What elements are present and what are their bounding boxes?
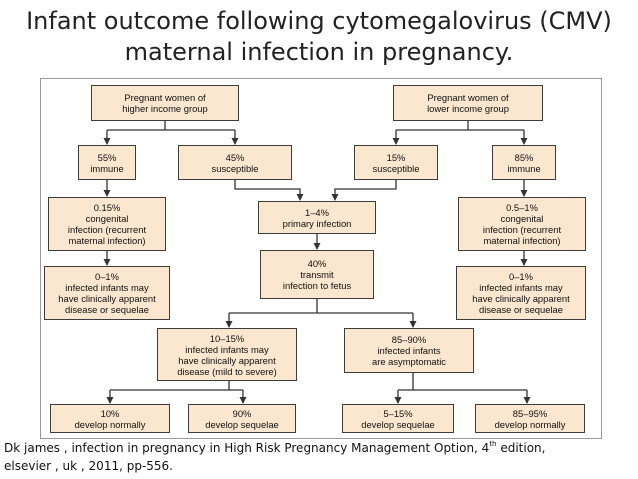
box-primary-infection: 1–4% primary infection bbox=[258, 201, 376, 234]
arrow-high-susceptible-to-primary bbox=[235, 180, 300, 200]
box-high-clinically-apparent: 0–1% infected infants may have clinically apparent disease or sequelae bbox=[44, 266, 170, 320]
box-develop-normally-10: 10% develop normally bbox=[50, 404, 170, 433]
citation bbox=[4, 439, 634, 475]
citation-line-1: Dk james , infection in pregnancy in High Risk Pregnancy Management Option, 4th edition, bbox=[4, 440, 546, 455]
box-develop-normally-85-95: 85–95% develop normally bbox=[475, 404, 585, 433]
box-lower-income-group: Pregnant women of lower income group bbox=[393, 85, 543, 121]
box-asymptomatic-infants: 85–90% infected infants are asymptomatic bbox=[344, 328, 474, 373]
box-high-congenital: 0.15% congenital infection (recurrent maternal infection) bbox=[48, 197, 166, 251]
box-symptomatic-infants: 10–15% infected infants may have clinically apparent disease (mild to severe) bbox=[157, 328, 297, 381]
box-high-susceptible: 45% susceptible bbox=[178, 145, 292, 180]
box-develop-sequelae-90: 90% develop sequelae bbox=[188, 404, 296, 433]
box-low-susceptible: 15% susceptible bbox=[354, 145, 438, 180]
title-line-1: Infant outcome following cytomegalovirus (CMV) bbox=[26, 7, 612, 35]
box-low-immune: 85% immune bbox=[492, 145, 556, 180]
box-higher-income-group: Pregnant women of higher income group bbox=[91, 85, 239, 121]
box-transmit-to-fetus: 40% transmit infection to fetus bbox=[260, 250, 374, 299]
box-low-clinically-apparent: 0–1% infected infants may have clinically apparent disease or sequelae bbox=[456, 266, 586, 320]
arrow-low-susceptible-to-primary bbox=[335, 180, 396, 200]
box-develop-sequelae-5-15: 5–15% develop sequelae bbox=[342, 404, 454, 433]
box-low-congenital: 0.5–1% congenital infection (recurrent maternal infection) bbox=[458, 197, 586, 251]
citation-line-2: elsevier , uk , 2011, pp-556. bbox=[4, 459, 173, 473]
title-line-2: maternal infection in pregnancy. bbox=[124, 38, 514, 66]
box-high-immune: 55% immune bbox=[78, 145, 136, 180]
